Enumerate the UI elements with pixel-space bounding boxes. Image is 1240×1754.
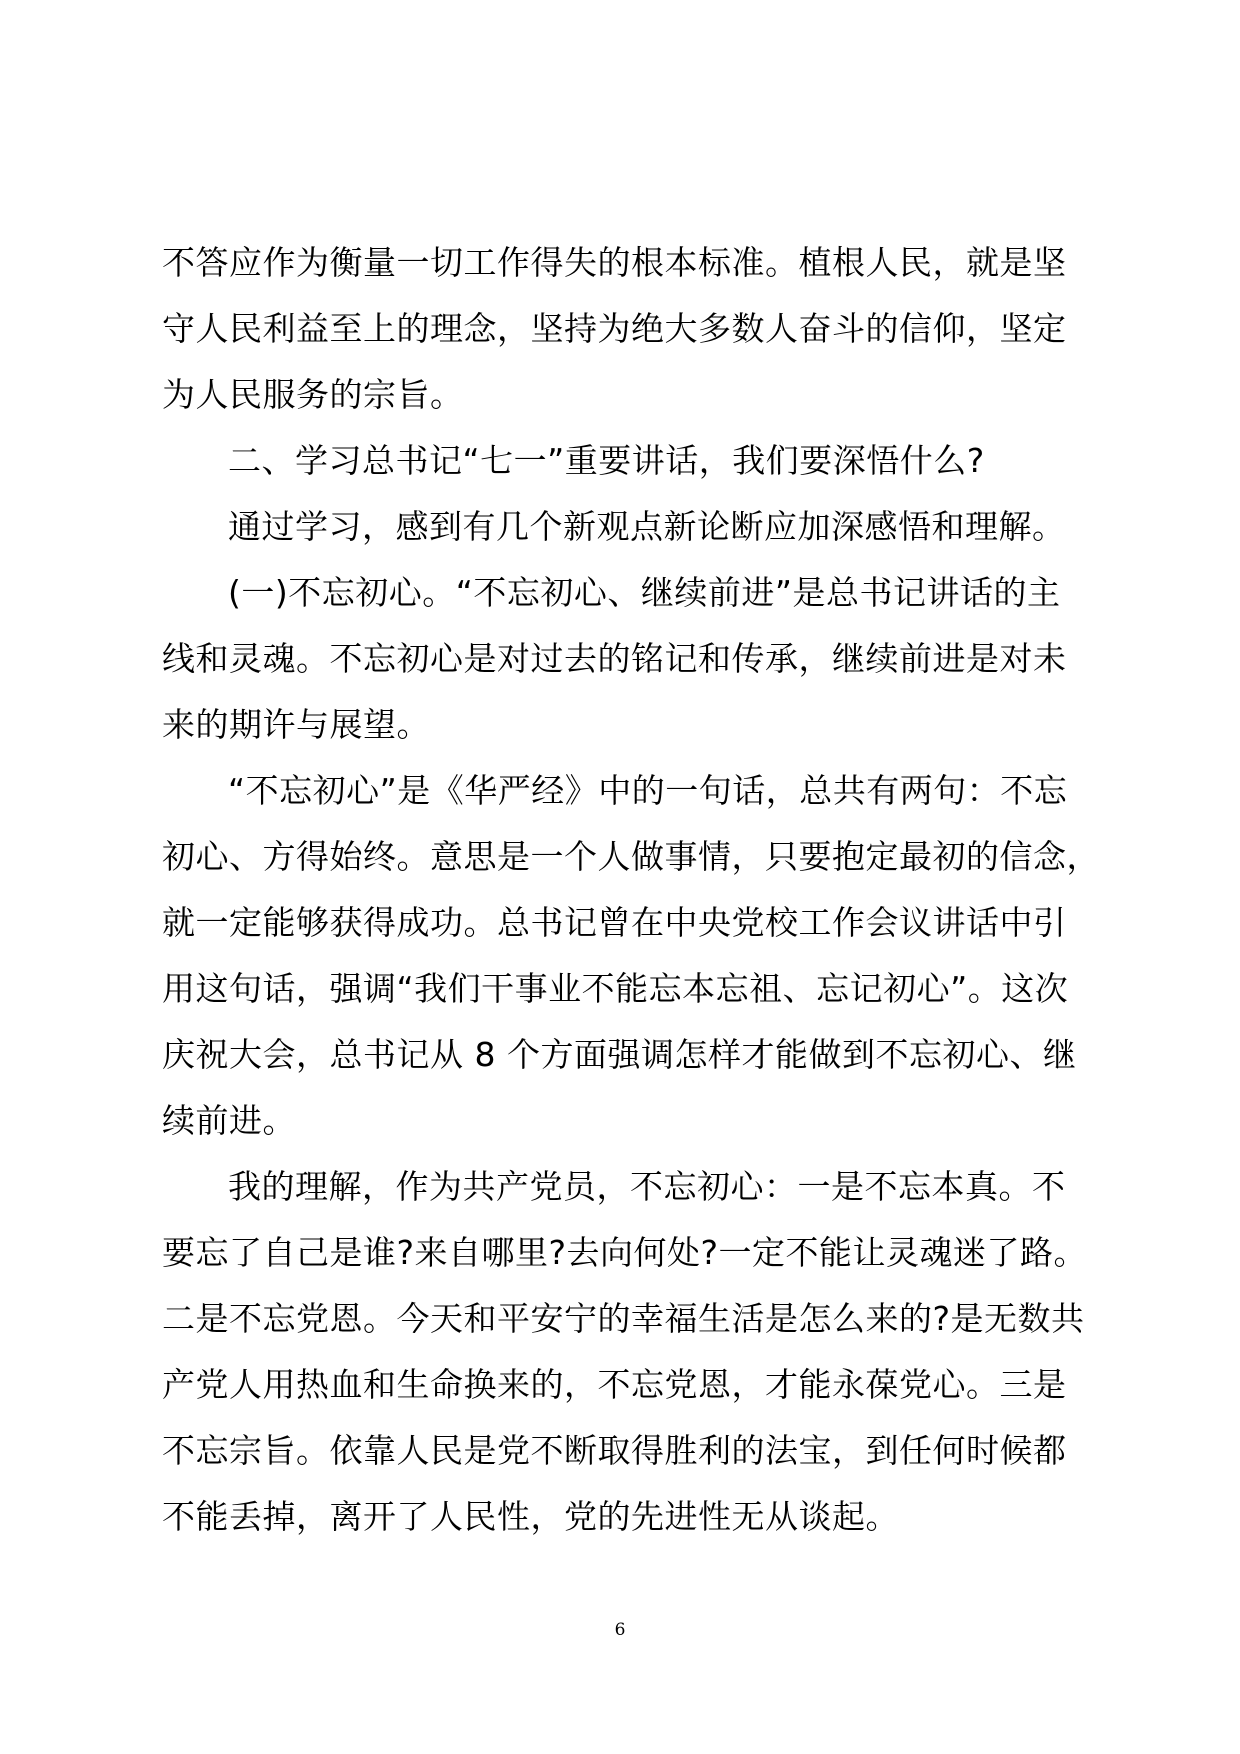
text-line: 就一定能够获得成功。总书记曾在中央党校工作会议讲话中引: [162, 903, 1067, 942]
text-line: 线和灵魂。不忘初心是对过去的铭记和传承，继续前进是对未: [162, 639, 1067, 678]
text-line: 要忘了自己是谁?来自哪里?去向何处?一定不能让灵魂迷了路。: [162, 1233, 1088, 1272]
text-line: 产党人用热血和生命换来的，不忘党恩，才能永葆党心。三是: [162, 1365, 1067, 1404]
text-line: (一)不忘初心。“不忘初心、继续前进”是总书记讲话的主: [228, 573, 1061, 612]
text-line: 用这句话，强调“我们干事业不能忘本忘祖、忘记初心”。这次: [162, 969, 1069, 1008]
text-line: 不能丢掉，离开了人民性，党的先进性无从谈起。: [162, 1497, 899, 1536]
page-number: 6: [614, 1620, 626, 1640]
text-line: 不忘宗旨。依靠人民是党不断取得胜利的法宝，到任何时候都: [162, 1431, 1067, 1470]
text-line: 为人民服务的宗旨。: [162, 375, 464, 414]
text-line: 庆祝大会，总书记从 8 个方面强调怎样才能做到不忘初心、继: [162, 1035, 1077, 1074]
text-line: 我的理解，作为共产党员，不忘初心：一是不忘本真。不: [228, 1167, 1066, 1206]
text-line: 初心、方得始终。意思是一个人做事情，只要抱定最初的信念，: [162, 837, 1100, 876]
text-line: 续前进。: [162, 1101, 296, 1140]
text-line: 不答应作为衡量一切工作得失的根本标准。植根人民，就是坚: [162, 243, 1067, 282]
body-text: [162, 230, 1100, 1550]
section-heading: 二、学习总书记“七一”重要讲话，我们要深悟什么?: [228, 441, 985, 480]
text-line: 守人民利益至上的理念，坚持为绝大多数人奋斗的信仰，坚定: [162, 309, 1067, 348]
text-line: 来的期许与展望。: [162, 705, 430, 744]
text-line: 通过学习，感到有几个新观点新论断应加深感悟和理解。: [228, 507, 1066, 546]
text-line: “不忘初心”是《华严经》中的一句话，总共有两句：不忘: [228, 771, 1068, 810]
text-line: 二是不忘党恩。今天和平安宁的幸福生活是怎么来的?是无数共: [162, 1299, 1085, 1338]
